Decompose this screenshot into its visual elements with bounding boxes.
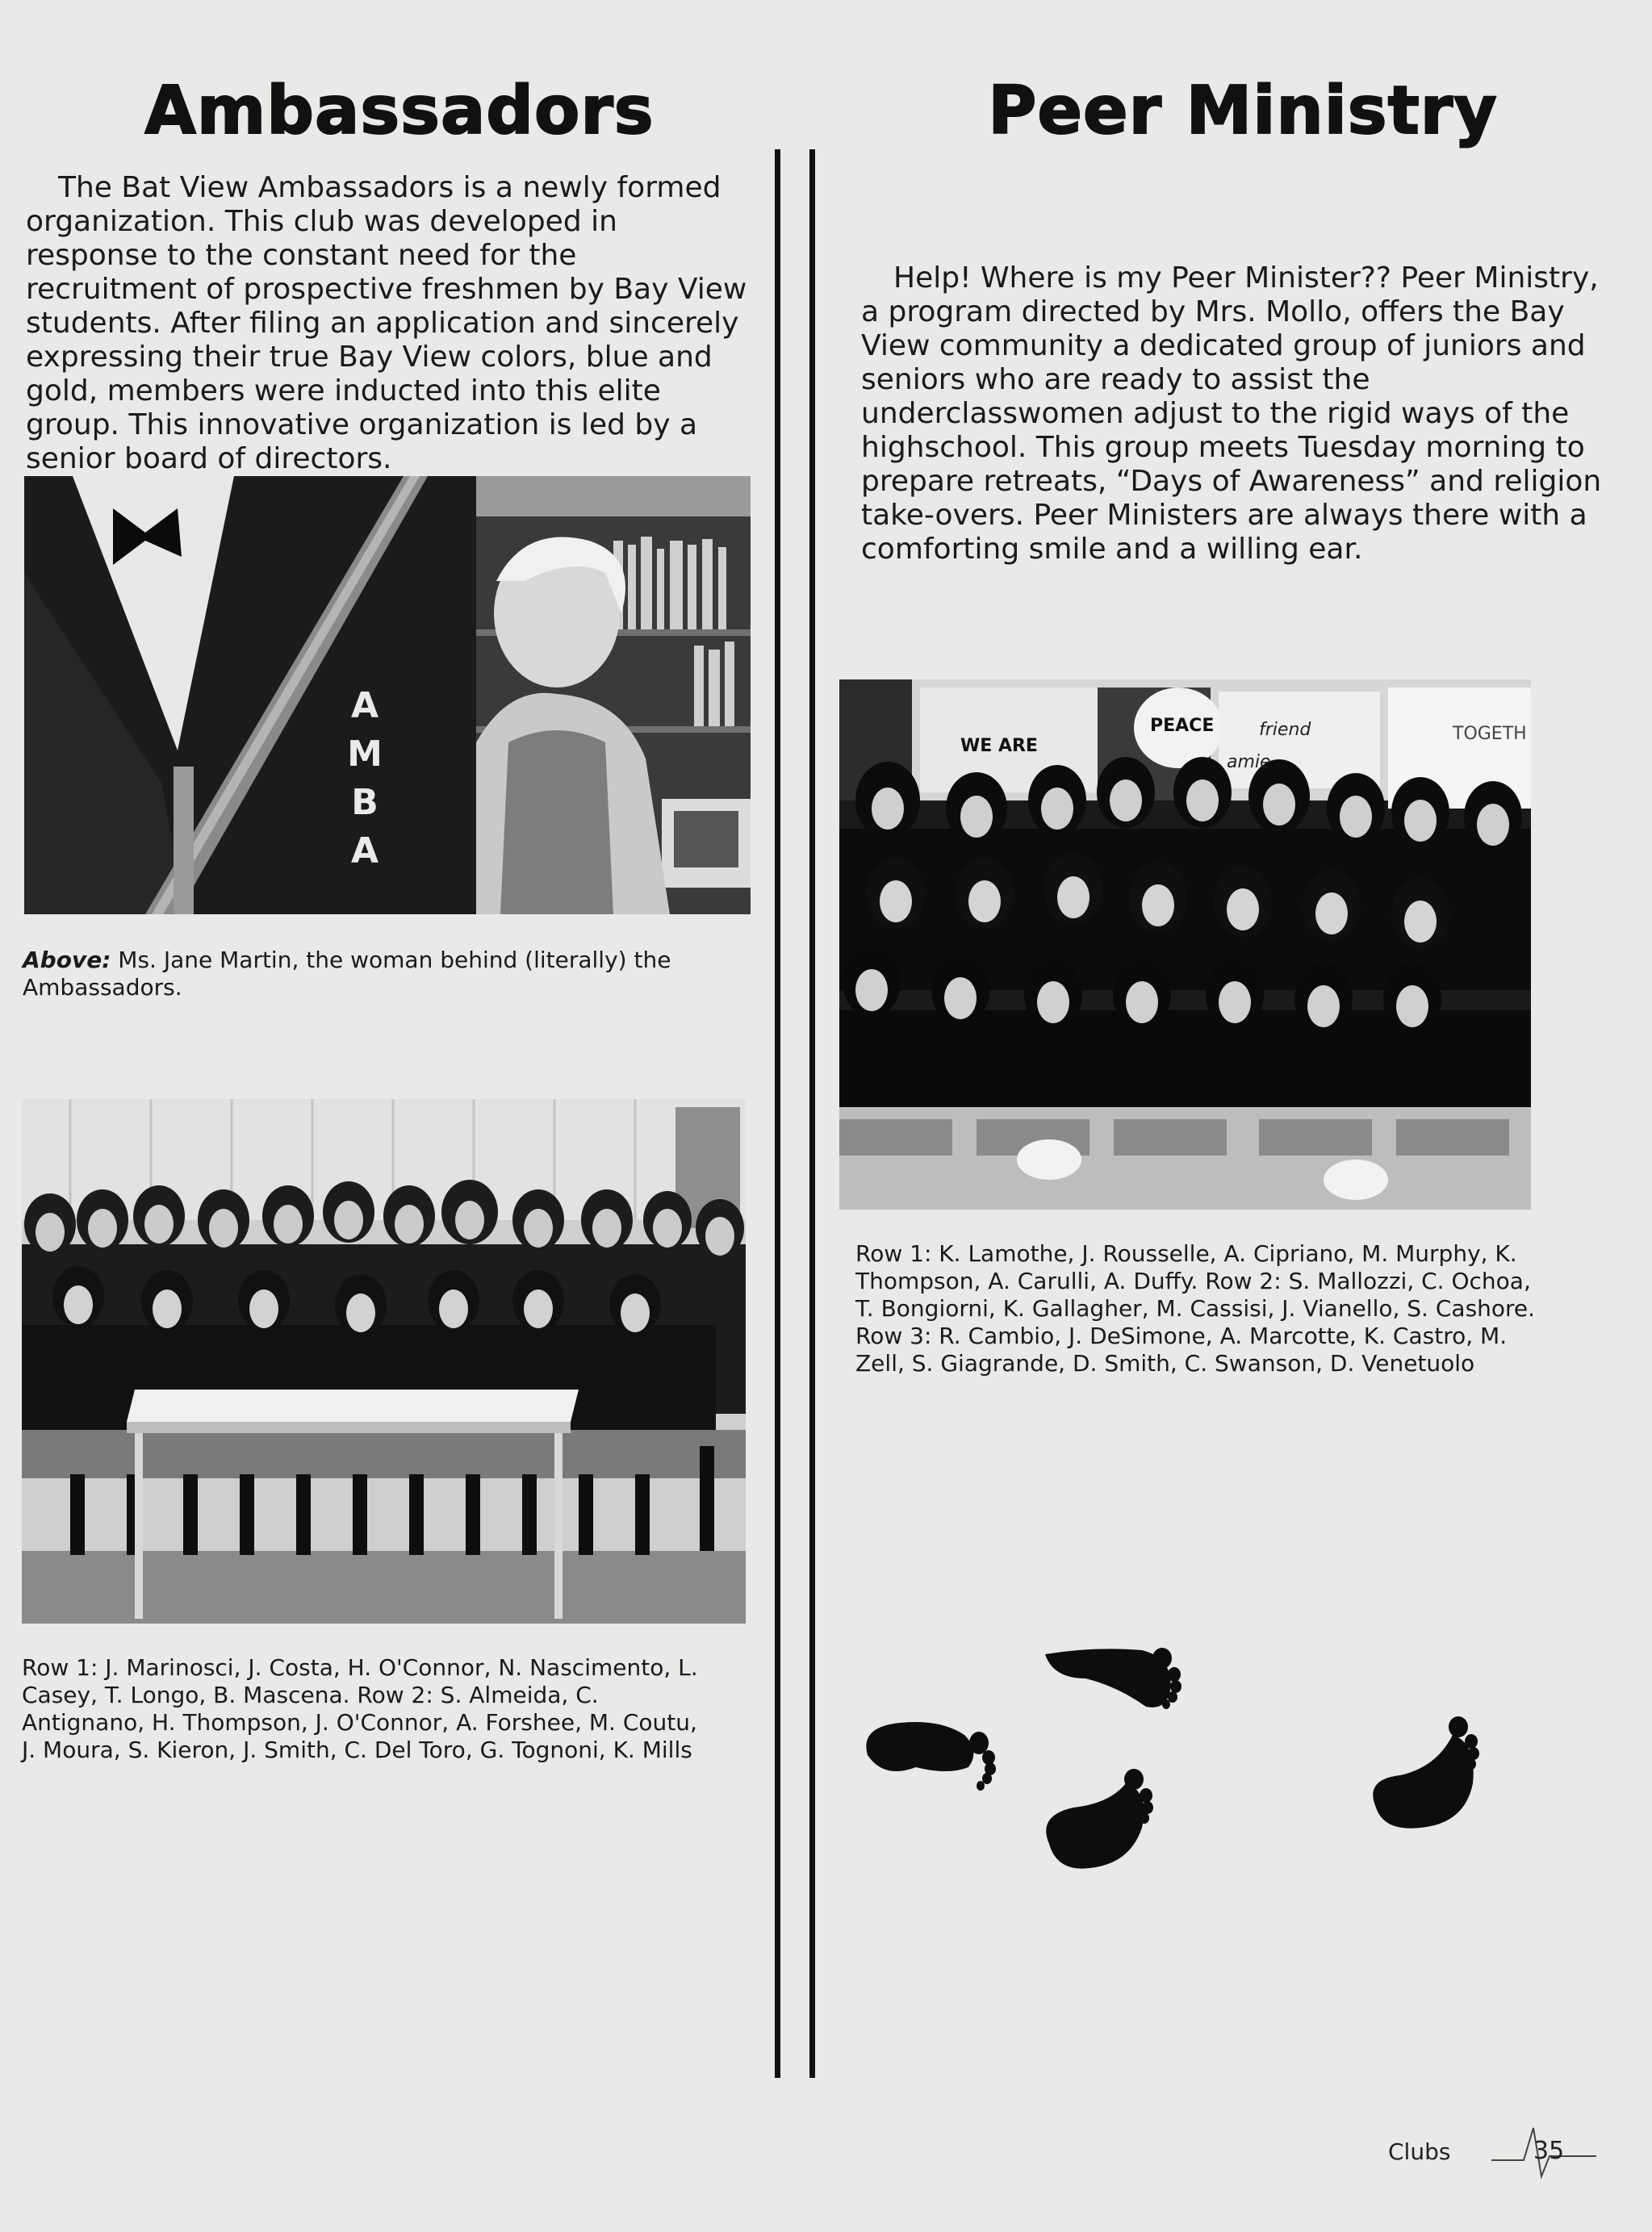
banner-letter: A xyxy=(350,685,379,726)
peer-ministry-intro: Help! Where is my Peer Minister?? Peer Ministry, a program directed by Mrs. Mollo, offers the Bay View community a dedicated group of juniors and seniors who are ready to assist the underclasswomen adjust to the rigid ways of the highschool. This group meets Tuesday morning to prepare retreats, “Days of Awareness” and religion take-overs. Peer Ministers are always there with a comforting smile and a willing ear. xyxy=(861,261,1602,566)
caption-text: Ms. Jane Martin, the woman behind (literally) the Ambassadors. xyxy=(23,947,671,1001)
peer-ministry-group-illustration xyxy=(839,679,1531,1210)
peer-ministry-caption: Row 1: K. Lamothe, J. Rousselle, A. Cipriano, M. Murphy, K. Thompson, A. Carulli, A. Duffy. Row 2: S. Mallozzi, C. Ochoa, T. Bongiorni, K. Gallagher, M. Cassisi, J. Vianello, S. Cashore. Row 3: R. Cambio, J. DeSimone, A. Marcotte, K. Castro, M. Zell, S. Giagrande, D. Smith, C. Swanson, D. Venetuolo xyxy=(855,1240,1536,1377)
portrait-caption xyxy=(23,947,733,1001)
banner-friend: friend xyxy=(1259,720,1311,740)
ambassadors-group-photo xyxy=(22,1099,746,1624)
banner-letter: M xyxy=(347,734,383,775)
page-number: 35 xyxy=(1533,2137,1565,2165)
banner-together: TOGETH xyxy=(1453,724,1527,744)
ambassadors-title: Ambassadors xyxy=(144,73,655,149)
column-divider-right xyxy=(809,149,815,2078)
banner-peace: PEACE xyxy=(1150,716,1215,736)
caption-lead: Above: xyxy=(23,947,111,973)
peer-ministry-group-photo xyxy=(839,679,1531,1210)
footprint-icon xyxy=(1373,1716,1479,1829)
footprint-icon xyxy=(1046,1769,1153,1869)
ambassadors-portrait-photo xyxy=(24,476,751,914)
column-divider-left xyxy=(775,149,780,2078)
banner-letter: B xyxy=(351,782,378,823)
banner-letters xyxy=(341,682,389,876)
peer-ministry-title: Peer Ministry xyxy=(988,73,1498,149)
ambassadors-intro: The Bat View Ambassadors is a newly formed organization. This club was developed in response to the constant need for the recruitment of prospective freshmen by Bay View students. After filing an application and sincerely expressing their true Bay View colors, blue and gold, members were inducted into this elite group. This innovative organization is led by a senior board of directors. xyxy=(26,171,747,475)
ambassadors-group-caption: Row 1: J. Marinosci, J. Costa, H. O'Connor, N. Nascimento, L. Casey, T. Longo, B. Mascena. Row 2: S. Almeida, C. Antignano, H. Thompson, J. O'Connor, A. Forshee, M. Coutu, J. Moura, S. Kieron, J. Smith, C. Del Toro, G. Tognoni, K. Mills xyxy=(22,1654,698,1763)
footprint-icon xyxy=(866,1722,996,1791)
footprint-icon xyxy=(1045,1648,1181,1709)
ambassadors-group-illustration xyxy=(22,1099,746,1624)
banner-amie: amie xyxy=(1227,752,1271,772)
banner-we-are: WE ARE xyxy=(960,736,1038,756)
footer-section-label: Clubs xyxy=(1388,2138,1451,2165)
footprints-decoration xyxy=(851,1646,1578,1904)
banner-letter: A xyxy=(350,830,379,871)
